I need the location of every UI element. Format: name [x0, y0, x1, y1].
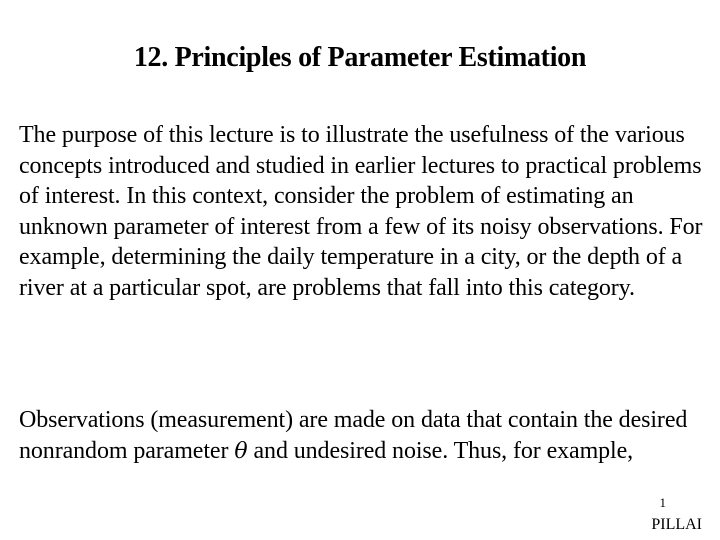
paragraph-observations-text-1: Observations (measurement) are made on data that contain the desired nonrandom parameter	[19, 407, 688, 464]
theta-symbol: θ	[234, 438, 248, 464]
paragraph-observations	[19, 405, 709, 467]
paragraph-intro: The purpose of this lecture is to illustrate the usefulness of the various concepts introduced and studied in earlier lectures to practical problems of interest. In this context, consider the problem of estimating an unknown parameter of interest from a few of its noisy observations. For example, determining the daily temperature in a city, or the depth of a river at a particular spot, are problems that fall into this category.	[19, 122, 703, 301]
slide-title: 12. Principles of Parameter Estimation	[133, 42, 587, 73]
page-number: 1	[659, 495, 666, 510]
footer-author: PILLAI	[651, 516, 702, 533]
paragraph-observations-text-2: and undesired noise. Thus, for example,	[253, 437, 634, 464]
